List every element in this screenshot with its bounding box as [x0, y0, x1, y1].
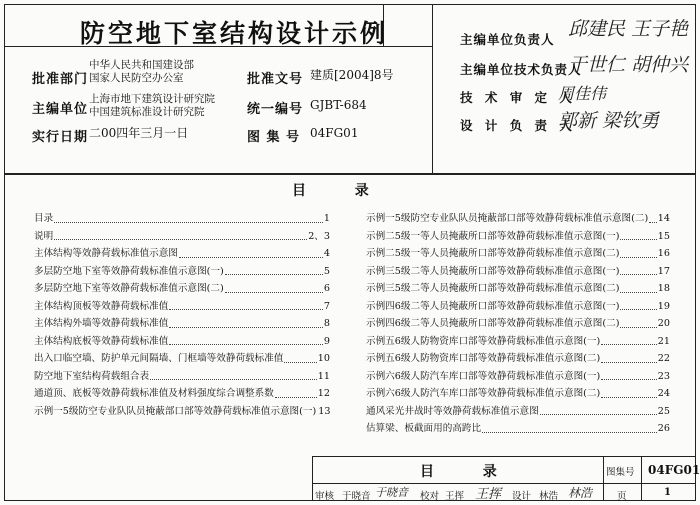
toc-entry[interactable]: 主体结构外墙等效静荷载标准值 8: [34, 315, 330, 333]
review-name: 于晓音: [342, 491, 371, 502]
atlas-title: 防空地下室结构设计示例: [80, 19, 389, 48]
approval-doc-label: 批准文号: [247, 72, 304, 87]
toc-entry[interactable]: 说明 2、3: [34, 228, 330, 246]
unified-no-label: 统一编号: [247, 102, 304, 117]
title-block-row-divider: [312, 483, 696, 484]
check-name: 王挥: [445, 491, 465, 502]
editor-unit-label: 主编单位: [32, 102, 89, 117]
atlas-no-label: 图 集 号: [247, 130, 301, 145]
sig-design-lead: 郭新 梁钦勇: [558, 110, 660, 132]
toc-entry[interactable]: 示例二5级一等人员掩蔽所口部等效静荷载标准值示意图(二) 16: [366, 245, 670, 263]
toc-entry[interactable]: 示例三5级二等人员掩蔽所口部等效静荷载标准值示意图(一) 17: [366, 263, 670, 281]
sig-label-reviewer: 技 术 审 定 人: [460, 90, 576, 105]
title-block-title: 目 录: [420, 464, 497, 480]
toc-entry[interactable]: 多层防空地下室等效静荷载标准值示意图(二) 6: [34, 280, 330, 298]
impl-date-label: 实行日期: [32, 130, 89, 145]
approval-dept-line-1: 中华人民共和国建设部: [89, 59, 194, 71]
toc-entry[interactable]: 出入口临空墙、防护单元间隔墙、门框墙等效静荷载标准值 10: [34, 350, 330, 368]
toc-entry[interactable]: 主体结构等效静荷载标准值示意图 4: [34, 245, 330, 263]
sig-reviewer: 周佳伟: [558, 84, 607, 103]
toc-entry[interactable]: 主体结构底板等效静荷载标准值 9: [34, 333, 330, 351]
toc-entry[interactable]: 目录 1: [34, 210, 330, 228]
toc-entry[interactable]: 示例四6级二等人员掩蔽所口部等效静荷载标准值示意图(一) 19: [366, 298, 670, 316]
title-block-atlas-label: 图集号: [606, 467, 635, 478]
sig-label-chief-unit: 主编单位负责人: [460, 32, 555, 47]
toc-entry[interactable]: 多层防空地下室等效静荷载标准值示意图(一) 5: [34, 263, 330, 281]
toc-entry[interactable]: 防空地下室结构荷载组合表 11: [34, 368, 330, 386]
check-label: 校对: [420, 491, 440, 502]
header-vertical-divider: [432, 4, 433, 174]
header-divider: [4, 173, 696, 175]
toc-entry[interactable]: 通道顶、底板等效静荷载标准值及材料强度综合调整系数 12: [34, 385, 330, 403]
toc-entry[interactable]: 示例一5级防空专业队队员掩蔽部口部等效静荷载标准值示意图(一) 13: [34, 405, 331, 417]
atlas-no-value: 04FG01: [310, 126, 359, 140]
sig-label-tech-lead: 主编单位技术负责人: [460, 62, 582, 77]
toc-entry[interactable]: 示例五6级人防物资库口部等效静荷载标准值示意图(二) 22: [366, 350, 670, 368]
toc-entry[interactable]: 示例二5级一等人员掩蔽所口部等效静荷载标准值示意图(一) 15: [366, 228, 670, 246]
sig-tech-lead: 于世仁 胡仲兴: [568, 54, 689, 76]
sig-chief-unit: 邱建民 王子艳: [568, 18, 689, 40]
design-name: 林浩: [539, 491, 559, 502]
toc-left-column: [34, 210, 330, 420]
toc-entry[interactable]: 通风采光井战时等效静荷载标准值示意图 25: [366, 403, 670, 421]
approval-dept-label: 批准部门: [32, 72, 89, 87]
check-signature: 王挥: [475, 487, 502, 502]
title-block-atlas-value: 04FG01: [648, 463, 700, 477]
unified-no-value: GJBT-684: [310, 98, 367, 112]
toc-entry[interactable]: 示例四6级二等人员掩蔽所口部等效静荷载标准值示意图(二) 20: [366, 315, 670, 333]
toc-entry[interactable]: 估算梁、板截面用的高跨比 26: [366, 420, 670, 438]
toc-entry[interactable]: 示例六6级人防汽车库口部等效静荷载标准值示意图(二) 24: [366, 385, 670, 403]
design-label: 设计: [512, 491, 532, 502]
title-block-col-divider: [641, 456, 642, 501]
page-label: 页: [617, 491, 627, 502]
review-signature: 于晓音: [375, 486, 408, 499]
sig-label-design-lead: 设 计 负 责 人: [460, 118, 576, 133]
review-label: 审核: [315, 491, 335, 502]
design-signature: 林浩: [568, 486, 593, 500]
toc-entry[interactable]: 示例六6级人防汽车库口部等效静荷载标准值示意图(一) 23: [366, 368, 670, 386]
toc-entry[interactable]: 主体结构顶板等效静荷载标准值 7: [34, 298, 330, 316]
toc-heading: 目 录: [292, 183, 369, 199]
impl-date-value: 二00四年三月一日: [89, 126, 189, 140]
approval-dept-line-2: 国家人民防空办公室: [89, 72, 184, 84]
page-value: 1: [664, 487, 671, 498]
toc-entry[interactable]: 示例三5级二等人员掩蔽所口部等效静荷载标准值示意图(二) 18: [366, 280, 670, 298]
toc-entry[interactable]: 示例一5级防空专业队队员掩蔽部口部等效静荷载标准值示意图(二) 14: [366, 210, 670, 228]
toc-right-column: [366, 210, 670, 438]
editor-unit-line-1: 上海市地下建筑设计研究院: [89, 93, 215, 105]
toc-entry[interactable]: 示例五6级人防物资库口部等效静荷载标准值示意图(一) 21: [366, 333, 670, 351]
title-block-col-divider: [603, 456, 604, 501]
approval-doc-value: 建质[2004]8号: [310, 68, 394, 82]
editor-unit-line-2: 中国建筑标准设计研究院: [89, 106, 205, 118]
